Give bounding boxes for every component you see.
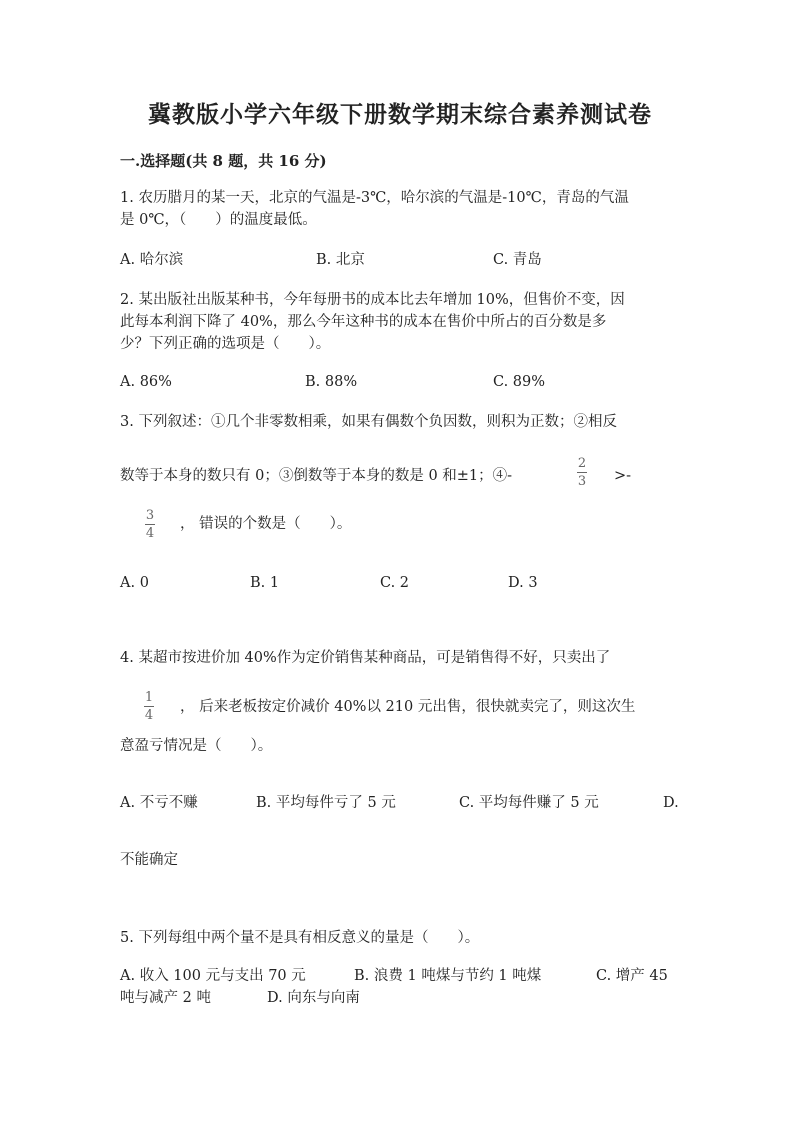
fraction-numerator: 1 xyxy=(144,690,154,705)
question-text: 意盈亏情况是（ ）。 xyxy=(120,738,273,754)
fraction-denominator: 4 xyxy=(145,526,155,541)
option-b[interactable]: B. 1 xyxy=(250,575,280,591)
fraction-numerator: 3 xyxy=(145,508,155,523)
fraction-denominator: 4 xyxy=(144,708,154,723)
option-c[interactable]: C. 青岛 xyxy=(493,252,542,268)
option-d[interactable]: D. 3 xyxy=(508,575,538,591)
option-c[interactable]: C. 增产 45 xyxy=(596,968,668,984)
option-b[interactable]: B. 88% xyxy=(305,374,358,390)
question-text: 5. 下列每组中两个量不是具有相反意义的量是（ ）。 xyxy=(120,930,480,946)
fraction-numerator: 2 xyxy=(577,456,587,471)
section-heading: 一.选择题(共 8 题，共 16 分) xyxy=(120,152,327,170)
option-c[interactable]: C. 2 xyxy=(380,575,410,591)
option-d[interactable]: D. xyxy=(663,795,679,811)
option-a[interactable]: A. 0 xyxy=(120,575,149,591)
option-a[interactable]: A. 86% xyxy=(120,374,172,390)
question-text: 此每本利润下降了 40%，那么今年这种书的成本在售价中所占的百分数是多 xyxy=(120,314,607,330)
question-text: 是 0℃，（ ）的温度最低。 xyxy=(120,212,317,228)
fraction-denominator: 3 xyxy=(577,474,587,489)
fraction-bar xyxy=(145,524,155,525)
fraction-bar xyxy=(144,706,154,707)
option-a[interactable]: A. 哈尔滨 xyxy=(120,252,184,268)
fraction-bar xyxy=(577,472,587,473)
fraction xyxy=(144,690,154,723)
question-text: 4. 某超市按进价加 40%作为定价销售某种商品，可是销售得不好，只卖出了 xyxy=(120,650,611,666)
question-text: 2. 某出版社出版某种书，今年每册书的成本比去年增加 10%，但售价不变，因 xyxy=(120,292,625,308)
option-d-continued[interactable]: 不能确定 xyxy=(120,852,178,868)
option-a[interactable]: A. 不亏不赚 xyxy=(120,795,198,811)
option-b[interactable]: B. 北京 xyxy=(316,252,365,268)
question-text: 1. 农历腊月的某一天，北京的气温是-3℃，哈尔滨的气温是-10℃，青岛的气温 xyxy=(120,190,629,206)
question-text: >- xyxy=(614,468,632,484)
fraction xyxy=(577,456,587,489)
page-title: 冀教版小学六年级下册数学期末综合素养测试卷 xyxy=(148,101,652,128)
option-b[interactable]: B. 平均每件亏了 5 元 xyxy=(256,795,396,811)
option-b[interactable]: B. 浪费 1 吨煤与节约 1 吨煤 xyxy=(354,968,542,984)
question-text: ， 错误的个数是（ ）。 xyxy=(180,516,352,532)
fraction xyxy=(145,508,155,541)
question-text: ， 后来老板按定价减价 40%以 210 元出售，很快就卖完了，则这次生 xyxy=(180,699,636,715)
question-text: 少？下列正确的选项是（ ）。 xyxy=(120,336,331,352)
option-d[interactable]: D. 向东与向南 xyxy=(267,990,360,1006)
option-c[interactable]: C. 89% xyxy=(493,374,546,390)
option-c[interactable]: C. 平均每件赚了 5 元 xyxy=(459,795,599,811)
option-a[interactable]: A. 收入 100 元与支出 70 元 xyxy=(120,968,306,984)
question-text: 3. 下列叙述：①几个非零数相乘，如果有偶数个负因数，则积为正数；②相反 xyxy=(120,414,617,430)
question-text: 数等于本身的数只有 0；③倒数等于本身的数是 0 和±1；④- xyxy=(120,468,513,484)
option-c-continued[interactable]: 吨与减产 2 吨 xyxy=(120,990,211,1006)
